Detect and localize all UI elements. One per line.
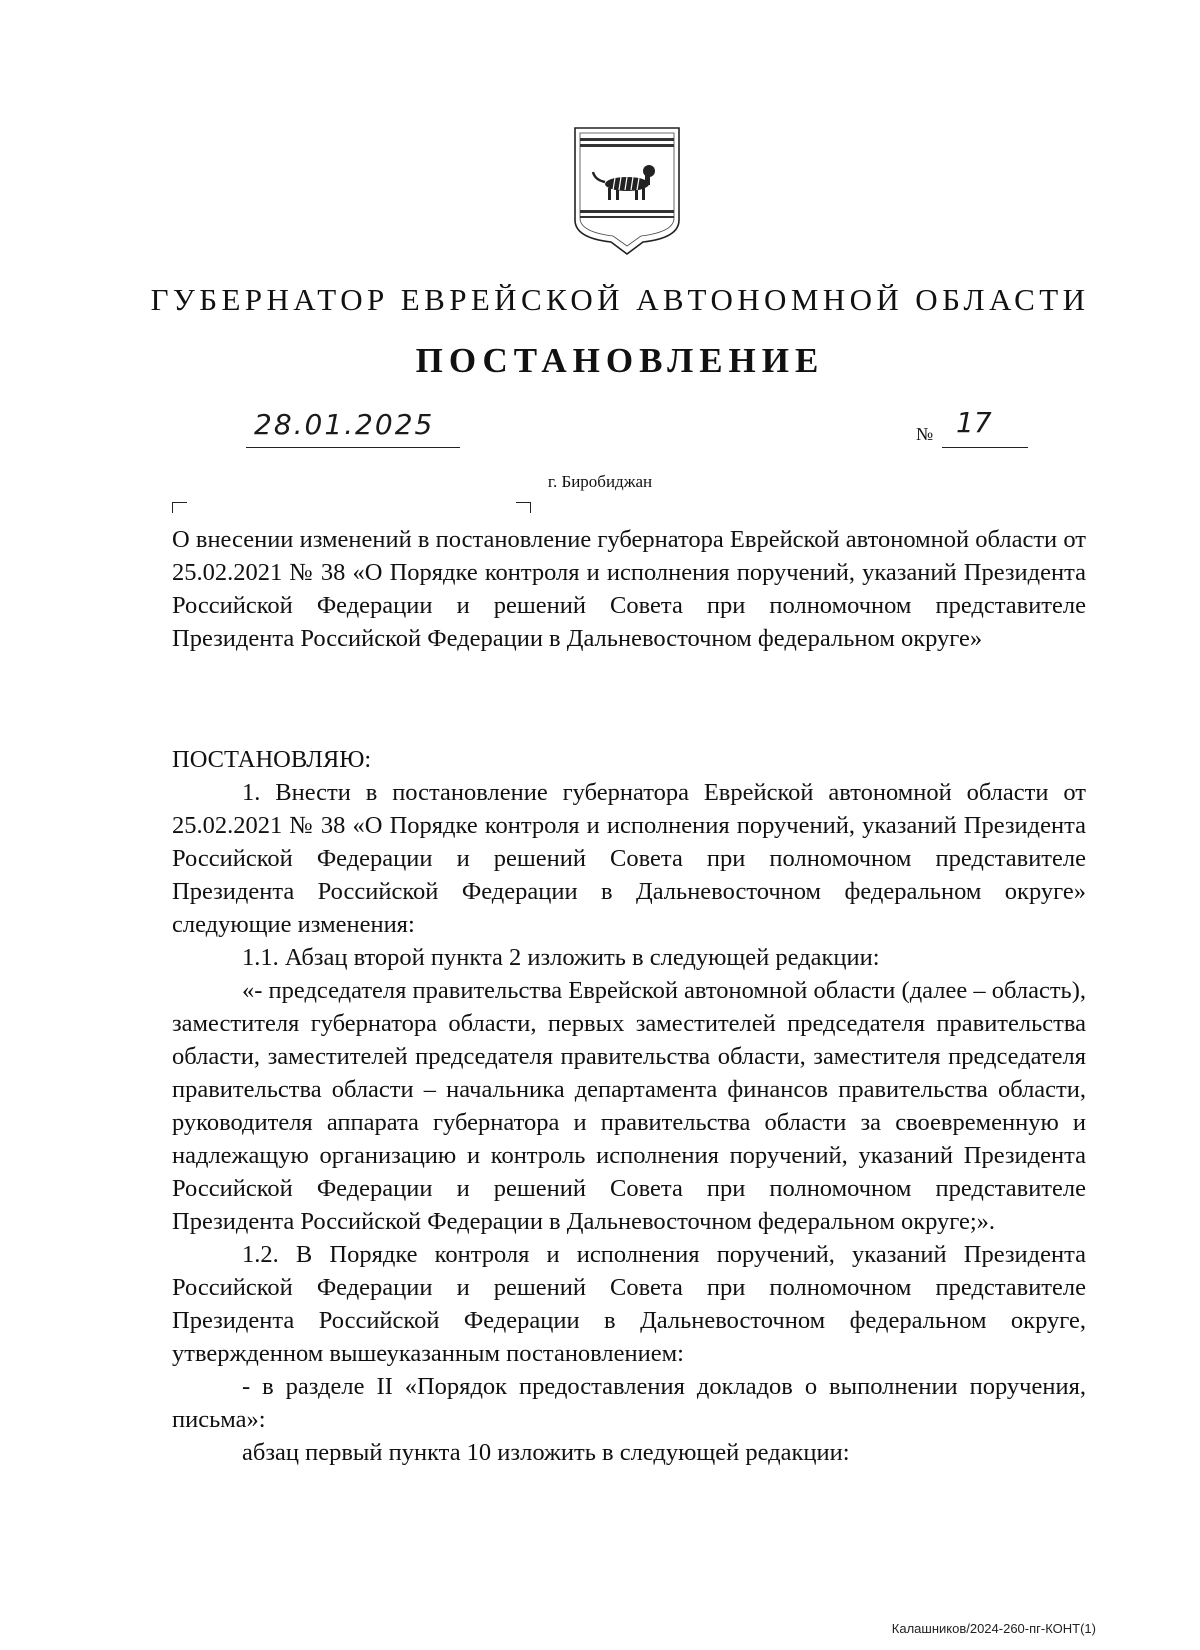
- document-body: [172, 776, 1086, 1469]
- paragraph-quote: «- председателя правительства Еврейской автономной области (далее – область), заместителя губернатора области, первых заместителей председателя правительства области, заместителей председателя правительства области, заместителя председателя правительства области – начальника департамента финансов правительства области, руководителя аппарата губернатора и правительства области за своевременную и надлежащую организацию и контроль исполнения поручений, указаний Президента Российской Федерации и решений Совета при полномочном представителе Президента Российской Федерации в Дальневосточном федеральном округе;».: [172, 977, 1086, 1235]
- handwritten-number: 17: [956, 406, 992, 439]
- number-underline: [942, 447, 1028, 448]
- paragraph-point-10: абзац первый пункта 10 изложить в следующей редакции:: [242, 1439, 850, 1466]
- document-title: О внесении изменений в постановление губернатора Еврейской автономной области от 25.02.2021 № 38 «О Порядке контроля и исполнения поручений, указаний Президента Российской Федерации и решений Совета при полномочном представителе Президента Российской Федерации в Дальневосточном федеральном округе»: [172, 526, 1086, 652]
- paragraph-1: 1. Внести в постановление губернатора Еврейской автономной области от 25.02.2021 № 38 «О Порядке контроля и исполнения поручений, указаний Президента Российской Федерации и решений Совета при полномочном представителе Президента Российской Федерации в Дальневосточном федеральном округе» следующие изменения:: [172, 779, 1086, 938]
- date-underline: [246, 447, 460, 448]
- decree-word: ПОСТАНОВЛЯЮ:: [172, 746, 372, 773]
- paragraph-1-1: 1.1. Абзац второй пункта 2 изложить в следующей редакции:: [242, 944, 880, 971]
- paragraph-section-2: - в разделе II «Порядок предоставления докладов о выполнении поручения, письма»:: [172, 1373, 1086, 1433]
- document-type-heading: ПОСТАНОВЛЕНИЕ: [415, 341, 825, 380]
- title-corner-mark-right: [516, 502, 531, 513]
- paragraph-1-2: 1.2. В Порядке контроля и исполнения поручений, указаний Президента Российской Федерации и решений Совета при полномочном представителе Президента Российской Федерации в Дальневосточном федеральном округе, утвержденном вышеуказанным постановлением:: [172, 1241, 1086, 1367]
- authority-heading: ГУБЕРНАТОР ЕВРЕЙСКОЙ АВТОНОМНОЙ ОБЛАСТИ: [150, 282, 1090, 317]
- coat-of-arms-icon: [571, 124, 683, 258]
- title-corner-mark-left: [172, 502, 187, 513]
- date-field: [246, 404, 460, 454]
- handwritten-date: 28.01.2025: [254, 408, 435, 441]
- city-line: г. Биробиджан: [547, 472, 653, 491]
- number-label: №: [916, 424, 934, 444]
- footer-code: Калашников/2024-260-пг-КОНТ(1): [891, 1621, 1096, 1636]
- number-field: [942, 404, 1028, 454]
